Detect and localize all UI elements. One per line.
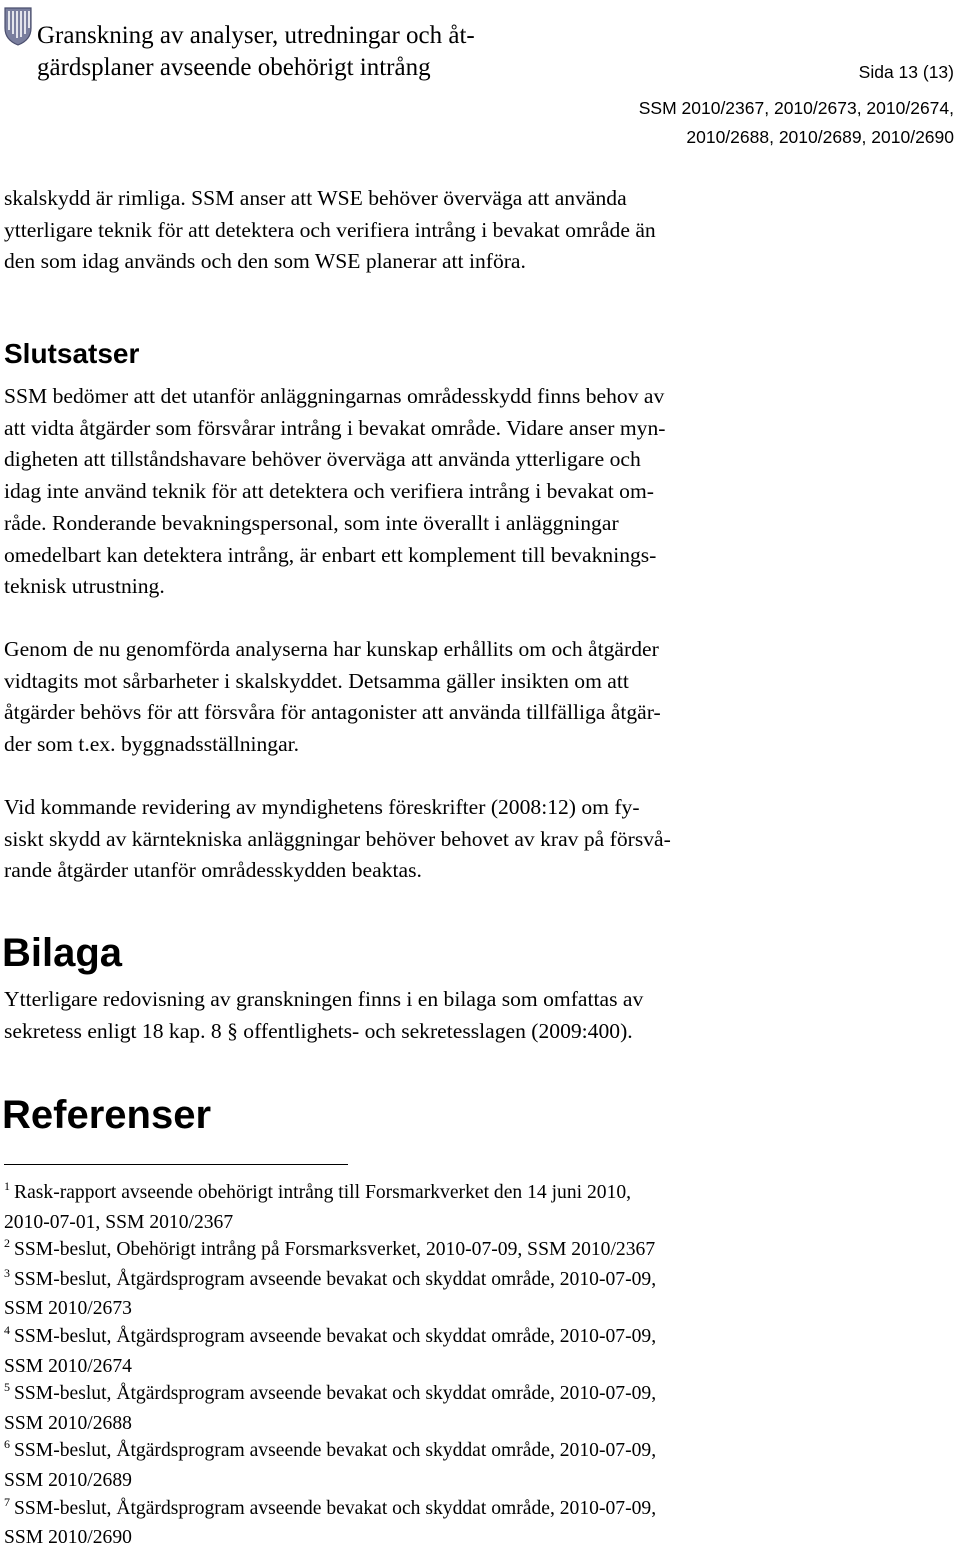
- text-line: åtgärder behövs för att försvåra för antagonister att använda tillfälliga åtgär-: [4, 700, 661, 725]
- footnote-text: SSM 2010/2688: [4, 1412, 132, 1434]
- page-number: Sida 13 (13): [858, 62, 954, 82]
- footnote-5: [4, 1380, 954, 1437]
- text-line: att vidta åtgärder som försvårar intrång i bevakat område. Vidare anser myn-: [4, 415, 666, 440]
- footnote-number: 4: [4, 1322, 10, 1337]
- text-line: den som idag används och den som WSE planerar att införa.: [4, 249, 526, 274]
- footnote-text: SSM 2010/2689: [4, 1469, 132, 1491]
- document-title: [37, 20, 475, 84]
- footnote-text: SSM 2010/2674: [4, 1355, 132, 1377]
- footnote-text: SSM-beslut, Åtgärdsprogram avseende bevakat och skyddat område, 2010-07-09,: [14, 1325, 657, 1347]
- text-line: skalskydd är rimliga. SSM anser att WSE behöver överväga att använda: [4, 186, 627, 210]
- reference-numbers-line: SSM 2010/2367, 2010/2673, 2010/2674,: [638, 98, 954, 118]
- footnote-text: SSM-beslut, Åtgärdsprogram avseende bevakat och skyddat område, 2010-07-09,: [14, 1497, 657, 1519]
- ssm-shield-logo-icon: [3, 6, 33, 46]
- text-line: sekretess enligt 18 kap. 8 § offentlighets- och sekretesslagen (2009:400).: [4, 1018, 633, 1043]
- footnote-text: Rask-rapport avseende obehörigt intrång till Forsmarkverket den 14 juni 2010,: [14, 1182, 632, 1203]
- footnote-text: SSM-beslut, Åtgärdsprogram avseende bevakat och skyddat område, 2010-07-09,: [14, 1268, 657, 1290]
- text-line: digheten att tillståndshavare behöver överväga att använda ytterligare och: [4, 447, 641, 472]
- section-heading-slutsatser: Slutsatser: [4, 338, 140, 369]
- section-heading-referenser: Referenser: [2, 1093, 212, 1137]
- footnote-text: SSM-beslut, Åtgärdsprogram avseende bevakat och skyddat område, 2010-07-09,: [14, 1440, 657, 1462]
- footnote-list: [4, 1179, 954, 1552]
- footnote-3: [4, 1266, 954, 1323]
- footnote-number: 2: [4, 1236, 10, 1251]
- text-line: råde. Ronderande bevakningspersonal, som inte överallt i anläggningar: [4, 510, 619, 535]
- text-line: rande åtgärder utanför områdesskydden beaktas.: [4, 858, 422, 883]
- slutsatser-paragraph-2: [4, 634, 954, 761]
- bilaga-paragraph: [4, 984, 954, 1047]
- text-line: siskt skydd av kärntekniska anläggningar behöver behovet av krav på försvå-: [4, 826, 671, 851]
- footnote-4: [4, 1323, 954, 1380]
- text-line: Ytterligare redovisning av granskningen finns i en bilaga som omfattas av: [4, 987, 644, 1011]
- text-line: vidtagits mot sårbarheter i skalskyddet. Detsamma gäller insikten om att: [4, 668, 629, 693]
- slutsatser-paragraph-1: [4, 381, 954, 603]
- footnote-number: 6: [4, 1437, 10, 1452]
- footnote-text: 2010-07-01, SSM 2010/2367: [4, 1211, 234, 1233]
- section-heading-bilaga: Bilaga: [2, 931, 123, 975]
- reference-numbers: [639, 94, 954, 152]
- footnote-separator: [4, 1164, 348, 1165]
- document-title-line: gärdsplaner avseende obehörigt intrång: [37, 54, 431, 81]
- text-line: teknisk utrustning.: [4, 574, 165, 599]
- footnote-text: SSM 2010/2690: [4, 1527, 132, 1549]
- text-line: Genom de nu genomförda analyserna har kunskap erhållits om och åtgärder: [4, 637, 659, 661]
- footnote-number: 7: [4, 1494, 10, 1509]
- footnote-6: [4, 1437, 954, 1494]
- intro-paragraph: [4, 183, 954, 278]
- text-line: Vid kommande revidering av myndighetens föreskrifter (2008:12) om fy-: [4, 795, 640, 819]
- footnote-text: SSM 2010/2673: [4, 1298, 132, 1320]
- text-line: ytterligare teknik för att detektera och verifiera intrång i bevakat område än: [4, 217, 656, 242]
- text-line: idag inte använd teknik för att detektera och verifiera intrång i bevakat om-: [4, 479, 654, 504]
- footnote-text: SSM-beslut, Åtgärdsprogram avseende bevakat och skyddat område, 2010-07-09,: [14, 1383, 657, 1405]
- document-title-line: Granskning av analyser, utredningar och åt-: [37, 22, 475, 49]
- footnote-7: [4, 1495, 954, 1552]
- text-line: omedelbart kan detektera intrång, är enbart ett komplement till bevaknings-: [4, 542, 657, 567]
- text-line: der som t.ex. byggnadsställningar.: [4, 732, 300, 757]
- reference-numbers-line: 2010/2688, 2010/2689, 2010/2690: [686, 127, 954, 147]
- text-line: SSM bedömer att det utanför anläggningarnas områdesskydd finns behov av: [4, 384, 665, 408]
- footnote-text: SSM-beslut, Obehörigt intrång på Forsmarksverket, 2010-07-09, SSM 2010/2367: [14, 1239, 656, 1261]
- footnote-number: 3: [4, 1265, 10, 1280]
- footnote-number: 1: [4, 1179, 10, 1193]
- footnote-number: 5: [4, 1380, 10, 1395]
- footnote-2: [4, 1236, 954, 1266]
- footnote-1: [4, 1179, 954, 1236]
- slutsatser-paragraph-3: [4, 792, 954, 887]
